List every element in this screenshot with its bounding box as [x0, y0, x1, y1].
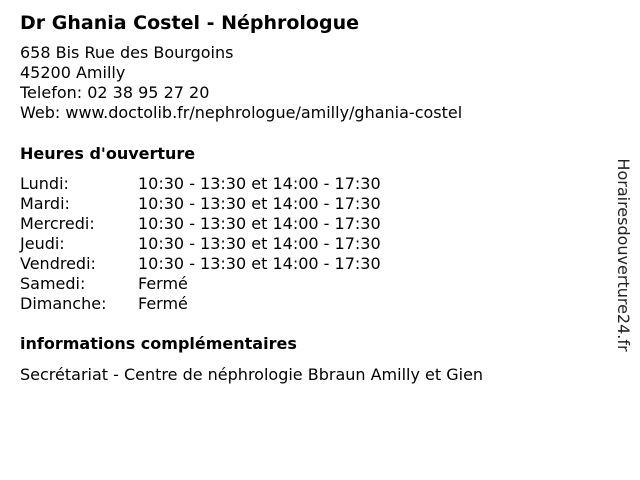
day-label: Samedi:	[20, 274, 86, 293]
hours-value: 10:30 - 13:30 et 14:00 - 17:30	[138, 214, 381, 233]
day-label: Dimanche:	[20, 294, 107, 313]
phone-number: Telefon: 02 38 95 27 20	[20, 83, 210, 102]
day-label: Mercredi:	[20, 214, 95, 233]
hours-value: 10:30 - 13:30 et 14:00 - 17:30	[138, 254, 381, 273]
additional-info-text: Secrétariat - Centre de néphrologie Bbraun Amilly et Gien	[20, 365, 484, 384]
day-label: Lundi:	[20, 174, 69, 193]
hours-value: 10:30 - 13:30 et 14:00 - 17:30	[138, 174, 381, 193]
website: Web: www.doctolib.fr/nephrologue/amilly/ghania-costel	[20, 103, 463, 122]
site-watermark: Horairesdouverture24.fr	[614, 158, 633, 352]
city: 45200 Amilly	[20, 63, 126, 82]
hours-value: 10:30 - 13:30 et 14:00 - 17:30	[138, 194, 381, 213]
day-label: Jeudi:	[20, 234, 65, 253]
day-label: Vendredi:	[20, 254, 96, 273]
additional-info-heading: informations complémentaires	[20, 334, 297, 353]
street-address: 658 Bis Rue des Bourgoins	[20, 43, 234, 62]
day-label: Mardi:	[20, 194, 70, 213]
hours-value: Fermé	[138, 274, 188, 293]
opening-hours-heading: Heures d'ouverture	[20, 144, 196, 163]
page-title: Dr Ghania Costel - Néphrologue	[20, 12, 359, 34]
address-block	[20, 43, 462, 123]
hours-value: 10:30 - 13:30 et 14:00 - 17:30	[138, 234, 381, 253]
hours-value: Fermé	[138, 294, 188, 313]
